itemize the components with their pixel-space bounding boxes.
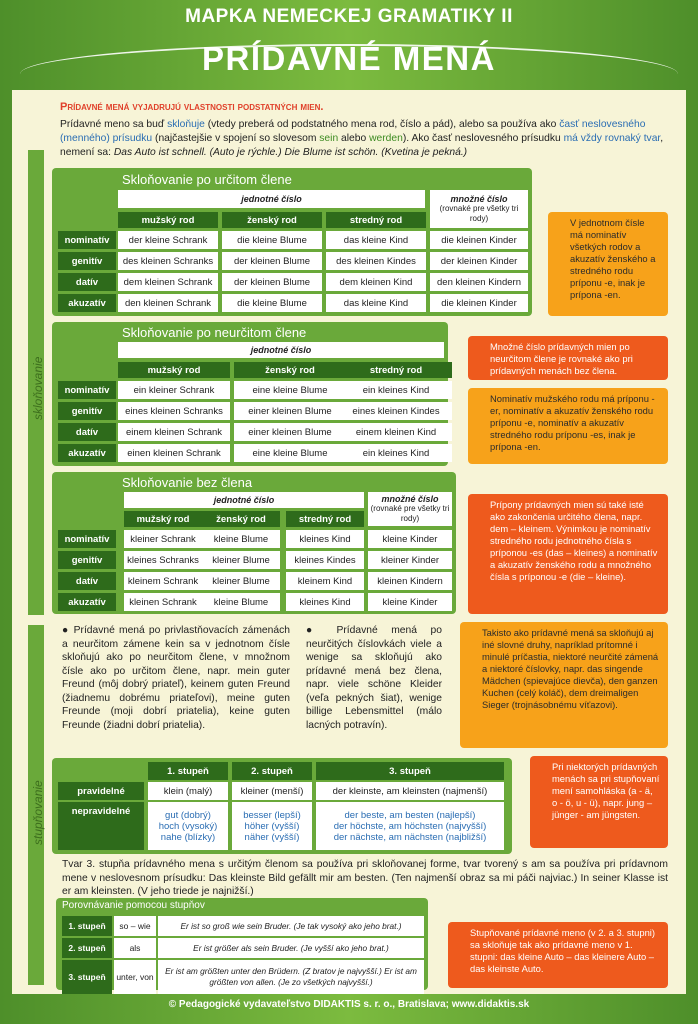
t3-row-label: genitív xyxy=(58,551,116,569)
t4-irregular-item: nahe (blízky) xyxy=(160,831,216,843)
t4-irregular-s2 xyxy=(232,802,312,850)
t2-cell: einer kleinen Blume xyxy=(234,423,346,441)
t3-row-label: datív xyxy=(58,572,116,590)
t5-word: als xyxy=(114,938,156,958)
intro-text: Prídavné meno sa buď skloňuje (vtedy preberá od podstatného mena rod, číslo a pád), alebo sa používa ako časť neslovesného (menného) prísudku (najčastejšie v spojení so slovesom sein alebo werden). Ako časť neslovesného prísudku má vždy rovnaký tvar, nemení sa: Das Auto ist schnell. (Auto je rýchle.) Die Blume ist schön. (Kvetina je pekná.) xyxy=(60,119,664,158)
table-no-article-title: Skloňovanie bez člena xyxy=(122,475,253,490)
t2-cell: einem kleinen Schrank xyxy=(118,423,230,441)
t3-cell: kleinem Kind xyxy=(286,572,364,590)
t2-cell: ein kleines Kind xyxy=(340,444,452,462)
t4-irregular-item: der nächste, am nächsten (najbližší) xyxy=(333,831,487,843)
t4-irregular-s1 xyxy=(148,802,228,850)
footer-copyright: © Pedagogické vydavateľstvo DIDAKTIS s. r. o., Bratislava; www.didaktis.sk xyxy=(168,999,530,1010)
t2-row-label: genitív xyxy=(58,402,116,420)
t4-regular-s3: der kleinste, am kleinsten (najmenší) xyxy=(316,782,504,800)
t4-irregular-item: näher (vyšší) xyxy=(244,831,300,843)
t2-cell: eine kleine Blume xyxy=(234,444,346,462)
t5-example: Er ist größer als sein Bruder. (Je vyšší ako jeho brat.) xyxy=(158,938,424,958)
t3-cell: kleine Blume xyxy=(202,593,280,611)
t1-cell-plural: die kleinen Kinder xyxy=(430,294,528,312)
t2-col-0: mužský rod xyxy=(118,362,230,378)
t1-cell: des kleinen Kindes xyxy=(326,252,426,270)
t3-cell: kleiner Blume xyxy=(202,572,280,590)
t1-row-label: genitív xyxy=(58,252,116,270)
t3-row-label: nominatív xyxy=(58,530,116,548)
t1-cell-plural: die kleinen Kinder xyxy=(430,231,528,249)
paragraph-numerals: ● Prídavné mená po neurčitých číslovkách viele a wenige sa skloňujú ako prídavné mená bez člena, napr. viele schöne Kleider (veľa pekných šiat), wenige billige Lebensmittel (málo lacných potravín). xyxy=(306,625,442,731)
intro xyxy=(60,100,680,160)
t3-singular-header: jednotné číslo xyxy=(124,492,364,508)
t2-cell: einen kleinen Schrank xyxy=(118,444,230,462)
t1-row-label: datív xyxy=(58,273,116,291)
table-comparing-title: Porovnávanie pomocou stupňov xyxy=(62,900,205,911)
t4-irregular-s3 xyxy=(316,802,504,850)
t1-cell: der kleine Schrank xyxy=(118,231,218,249)
note-other-words: Takisto ako prídavné mená sa skloňujú aj iné slovné druhy, napríklad prítomné i minulé príčastia, niektoré neurčité zámená a niektoré číslovky, napr. das singende Mädchen (spievajúce dievča), den ganzen Kuchen (celý koláč), dem dreimaligen Sieger (trojnásobnému víťazovi). xyxy=(460,622,668,748)
t4-irregular-item: höher (vyšší) xyxy=(244,820,300,832)
t4-irregular-item: gut (dobrý) xyxy=(165,809,211,821)
t1-cell: der kleinen Blume xyxy=(222,252,322,270)
t4-irregular-label: nepravidelné xyxy=(58,802,144,850)
t5-word: so – wie xyxy=(114,916,156,936)
t2-cell: eines kleinen Schranks xyxy=(118,402,230,420)
t4-col-0: 1. stupeň xyxy=(148,762,228,780)
t3-cell: kleines Schranks xyxy=(124,551,202,569)
note-no-article: Prípony prídavných mien sú také isté ako zakončenia určitého člena, napr. dem – kleinem. Výnimkou je nominatív stredného rodu jednotného čísla s príponou -es (das – kleines) a nominatív a akuzatív ženského rodu a množného čísla s príponou -e (die – kleine). xyxy=(468,494,668,614)
t2-cell: ein kleines Kind xyxy=(340,381,452,399)
t3-cell-plural: kleine Kinder xyxy=(368,530,452,548)
t3-cell: kleines Kindes xyxy=(286,551,364,569)
t1-row-label: akuzatív xyxy=(58,294,116,312)
t4-regular-label: pravidelné xyxy=(58,782,144,800)
t3-cell-plural: kleine Kinder xyxy=(368,593,452,611)
t3-col-0: mužský rod xyxy=(124,511,202,527)
t3-cell: kleinen Schrank xyxy=(124,593,202,611)
t4-irregular-item: hoch (vysoký) xyxy=(158,820,218,832)
t1-plural-header: množné číslo (rovnaké pre všetky tri rody) xyxy=(430,190,528,228)
t4-irregular-item: der beste, am besten (najlepší) xyxy=(344,809,476,821)
note-compared-decl: Stupňované prídavné meno (v 2. a 3. stupni) sa skloňuje tak ako prídavné meno v 1. stupni: das kleine Auto – das kleinere Auto – das kleinste Auto. xyxy=(448,922,668,988)
t3-row-label: akuzatív xyxy=(58,593,116,611)
t3-col-2: stredný rod xyxy=(286,511,364,527)
series-title: MAPKA NEMECKEJ GRAMATIKY II xyxy=(185,6,513,27)
table-definite-title: Skloňovanie po určitom člene xyxy=(122,172,292,187)
t1-cell: dem kleinen Kind xyxy=(326,273,426,291)
t1-cell: die kleine Blume xyxy=(222,231,322,249)
note-definite: V jednotnom čísle má nominatív všetkých rodov a akuzatív ženského a stredného rodu príponu -e, inak je prípona -en. xyxy=(548,212,668,316)
paragraph-possessive: ● Prídavné mená po privlastňovacích zámenách a neurčitom zámene kein sa v jednotnom čísle skloňujú ako po neurčitom člene, v množnom čísle ako po určitom člene, napr. mein guter Freund (môj dobrý priateľ), keinem guten Freund (žiadnemu dobrému priateľovi), meine guten Freunde (moji dobrí priatelia), keine guten Freunde (žiadni dobrí priatelia). xyxy=(62,625,290,731)
t3-cell: kleiner Blume xyxy=(202,551,280,569)
t5-example: Er ist so groß wie sein Bruder. (Je tak vysoký ako jeho brat.) xyxy=(158,916,424,936)
t1-cell: den kleinen Schrank xyxy=(118,294,218,312)
t4-regular-s1: klein (malý) xyxy=(148,782,228,800)
t3-cell: kleine Blume xyxy=(202,530,280,548)
page-title: PRÍDAVNÉ MENÁ xyxy=(202,40,496,77)
table-indefinite-title: Skloňovanie po neurčitom člene xyxy=(122,325,307,340)
t1-col-1: ženský rod xyxy=(222,212,322,228)
paragraph-superlative: Tvar 3. stupňa prídavného mena s určitým členom sa používa pri skloňovanej forme, tvar tvorený s am sa používa pri prídavnom mene v neslovesnom prísudku: Das kleinste Bild gefällt mir am besten. (Ten najmenší obraz sa mi páči najviac.) In seiner Klasse ist er am kleinsten. (V jeho triede je najnižší.) xyxy=(62,859,668,897)
t5-word: unter, von xyxy=(114,960,156,994)
t1-cell: dem kleinen Schrank xyxy=(118,273,218,291)
t3-cell: kleinem Schrank xyxy=(124,572,202,590)
t3-plural-header: množné číslo (rovnaké pre všetky tri rody) xyxy=(368,492,452,526)
t3-cell: kleines Kind xyxy=(286,530,364,548)
t1-cell: das kleine Kind xyxy=(326,231,426,249)
t3-col-1: ženský rod xyxy=(202,511,280,527)
t5-example: Er ist am größten unter den Brüdern. (Z bratov je najvyšší.) Er ist am größten von allen. (Je zo všetkých najvyšší.) xyxy=(158,960,424,994)
t2-singular-header: jednotné číslo xyxy=(118,342,444,358)
t2-cell: einem kleinen Kind xyxy=(340,423,452,441)
t2-cell: einer kleinen Blume xyxy=(234,402,346,420)
t1-row-label: nominatív xyxy=(58,231,116,249)
t1-cell: des kleinen Schranks xyxy=(118,252,218,270)
t2-row-label: datív xyxy=(58,423,116,441)
t3-cell: kleiner Schrank xyxy=(124,530,202,548)
t5-degree: 2. stupeň xyxy=(62,938,112,958)
intro-heading: Prídavné mená vyjadrujú vlastnosti podstatných mien. xyxy=(60,101,324,113)
t3-cell-plural: kleinen Kindern xyxy=(368,572,452,590)
t4-regular-s2: kleiner (menší) xyxy=(232,782,312,800)
t1-singular-header: jednotné číslo xyxy=(118,190,425,208)
t1-cell-plural: den kleinen Kindern xyxy=(430,273,528,291)
t3-cell-plural: kleiner Kinder xyxy=(368,551,452,569)
t4-col-2: 3. stupeň xyxy=(316,762,504,780)
t1-col-2: stredný rod xyxy=(326,212,426,228)
t3-cell: kleines Kind xyxy=(286,593,364,611)
t1-cell-plural: der kleinen Kinder xyxy=(430,252,528,270)
note-plural-indef: Množné číslo prídavných mien po neurčitom člene je rovnaké ako pri prídavných menách bez člena. xyxy=(468,336,668,380)
t1-col-0: mužský rod xyxy=(118,212,218,228)
t1-cell: der kleinen Blume xyxy=(222,273,322,291)
t2-col-2: stredný rod xyxy=(340,362,452,378)
note-umlaut: Pri niektorých prídavných menách sa pri stupňovaní mení samohláska (a - ä, o - ö, u - ü), napr. jung – jünger - am jüngsten. xyxy=(530,756,668,848)
sidebar-label-declension: skloňovanie xyxy=(31,356,45,420)
t1-cell: die kleine Blume xyxy=(222,294,322,312)
t2-row-label: akuzatív xyxy=(58,444,116,462)
t4-col-1: 2. stupeň xyxy=(232,762,312,780)
t4-irregular-item: besser (lepší) xyxy=(243,809,301,821)
t4-irregular-item: der höchste, am höchsten (najvyšší) xyxy=(333,820,487,832)
t2-cell: ein kleiner Schrank xyxy=(118,381,230,399)
sidebar-label-comparison: stupňovanie xyxy=(31,780,45,845)
t2-cell: eine kleine Blume xyxy=(234,381,346,399)
note-indef-endings: Nominatív mužského rodu má príponu -er, nominatív a akuzatív ženského rodu príponu -e, nominatív a akuzatív stredného rodu príponu -es, inak je prípona -en. xyxy=(468,388,668,464)
t5-degree: 1. stupeň xyxy=(62,916,112,936)
t1-cell: das kleine Kind xyxy=(326,294,426,312)
t5-degree: 3. stupeň xyxy=(62,960,112,994)
t2-row-label: nominatív xyxy=(58,381,116,399)
t2-cell: eines kleinen Kindes xyxy=(340,402,452,420)
t2-col-1: ženský rod xyxy=(234,362,346,378)
